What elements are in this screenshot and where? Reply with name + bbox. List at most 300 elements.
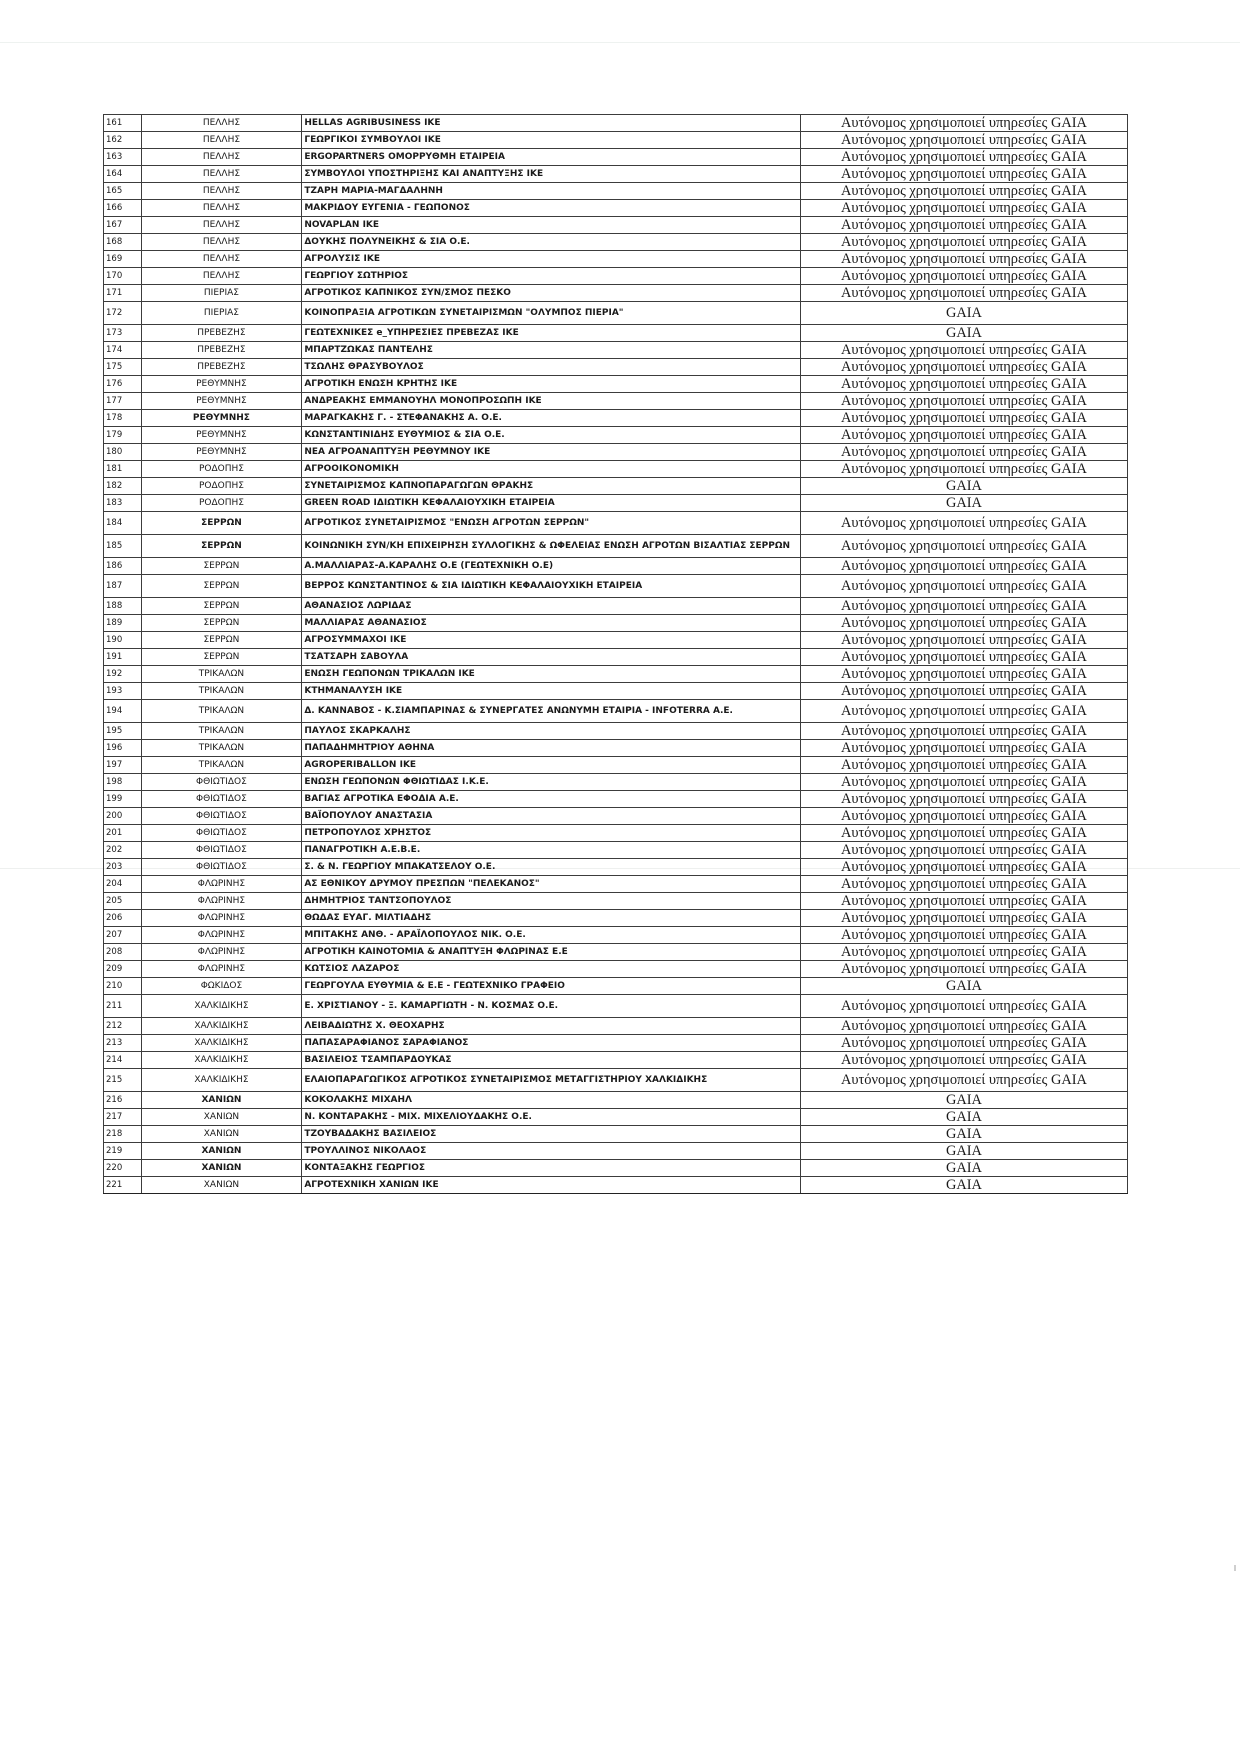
row-number-cell: 213 <box>104 1035 142 1052</box>
row-number-cell: 199 <box>104 791 142 808</box>
row-number-cell: 205 <box>104 893 142 910</box>
table-row <box>104 808 1128 825</box>
table-row <box>104 115 1128 132</box>
row-number-cell: 174 <box>104 342 142 359</box>
company-name-cell: ΚΟΝΤΑΞΑΚΗΣ ΓΕΩΡΓΙΟΣ <box>302 1160 801 1177</box>
company-name-cell: NOVAPLAN ΙΚΕ <box>302 217 801 234</box>
row-number-cell: 211 <box>104 995 142 1018</box>
row-number-cell: 216 <box>104 1092 142 1109</box>
region-cell: ΣΕΡΡΩΝ <box>141 575 302 598</box>
service-status-cell: Αυτόνομος χρησιμοποιεί υπηρεσίες GAIA <box>800 927 1127 944</box>
region-cell: ΠΕΛΛΗΣ <box>141 217 302 234</box>
region-cell: ΣΕΡΡΩΝ <box>141 598 302 615</box>
row-number-cell: 181 <box>104 461 142 478</box>
table-row <box>104 978 1128 995</box>
company-name-cell: ΠΑΥΛΟΣ ΣΚΑΡΚΑΛΗΣ <box>302 723 801 740</box>
table-row <box>104 342 1128 359</box>
table-row <box>104 512 1128 535</box>
service-status-cell: Αυτόνομος χρησιμοποιεί υπηρεσίες GAIA <box>800 512 1127 535</box>
row-number-cell: 218 <box>104 1126 142 1143</box>
row-number-cell: 188 <box>104 598 142 615</box>
service-status-cell: Αυτόνομος χρησιμοποιεί υπηρεσίες GAIA <box>800 649 1127 666</box>
service-status-cell: Αυτόνομος χρησιμοποιεί υπηρεσίες GAIA <box>800 183 1127 200</box>
company-name-cell: ΔΗΜΗΤΡΙΟΣ ΤΑΝΤΣΟΠΟΥΛΟΣ <box>302 893 801 910</box>
region-cell: ΦΛΩΡΙΝΗΣ <box>141 893 302 910</box>
region-cell: ΧΑΝΙΩΝ <box>141 1177 302 1194</box>
company-name-cell: ΒΑΪΟΠΟΥΛΟΥ ΑΝΑΣΤΑΣΙΑ <box>302 808 801 825</box>
region-cell: ΠΕΛΛΗΣ <box>141 234 302 251</box>
region-cell: ΧΑΛΚΙΔΙΚΗΣ <box>141 1018 302 1035</box>
row-number-cell: 161 <box>104 115 142 132</box>
company-name-cell: ΜΑΚΡΙΔΟΥ ΕΥΓΕΝΙΑ - ΓΕΩΠΟΝΟΣ <box>302 200 801 217</box>
company-name-cell: ΓΕΩΡΓΙΟΥ ΣΩΤΗΡΙΟΣ <box>302 268 801 285</box>
company-name-cell: ΑΓΡΟΤΕΧΝΙΚΗ ΧΑΝΙΩΝ ΙΚΕ <box>302 1177 801 1194</box>
row-number-cell: 164 <box>104 166 142 183</box>
service-status-cell: Αυτόνομος χρησιμοποιεί υπηρεσίες GAIA <box>800 910 1127 927</box>
service-status-cell: Αυτόνομος χρησιμοποιεί υπηρεσίες GAIA <box>800 342 1127 359</box>
row-number-cell: 208 <box>104 944 142 961</box>
table-row <box>104 1177 1128 1194</box>
service-status-cell: Αυτόνομος χρησιμοποιεί υπηρεσίες GAIA <box>800 632 1127 649</box>
table-row <box>104 757 1128 774</box>
company-name-cell: ΠΕΤΡΟΠΟΥΛΟΣ ΧΡΗΣΤΟΣ <box>302 825 801 842</box>
service-status-cell: Αυτόνομος χρησιμοποιεί υπηρεσίες GAIA <box>800 200 1127 217</box>
company-name-cell: ΑΓΡΟΤΙΚΗ ΕΝΩΣΗ ΚΡΗΤΗΣ ΙΚΕ <box>302 376 801 393</box>
company-name-cell: ΣΥΝΕΤΑΙΡΙΣΜΟΣ ΚΑΠΝΟΠΑΡΑΓΩΓΩΝ ΘΡΑΚΗΣ <box>302 478 801 495</box>
company-name-cell: ΣΥΜΒΟΥΛΟΙ ΥΠΟΣΤΗΡΙΞΗΣ ΚΑΙ ΑΝΑΠΤΥΞΗΣ ΙΚΕ <box>302 166 801 183</box>
company-name-cell: ΚΟΙΝΟΠΡΑΞΙΑ ΑΓΡΟΤΙΚΩΝ ΣΥΝΕΤΑΙΡΙΣΜΩΝ "ΟΛΥΜΠΟΣ ΠΙΕΡΙΑ" <box>302 302 801 325</box>
row-number-cell: 182 <box>104 478 142 495</box>
table-row <box>104 995 1128 1018</box>
row-number-cell: 172 <box>104 302 142 325</box>
row-number-cell: 187 <box>104 575 142 598</box>
service-status-cell: Αυτόνομος χρησιμοποιεί υπηρεσίες GAIA <box>800 1069 1127 1092</box>
service-status-cell: Αυτόνομος χρησιμοποιεί υπηρεσίες GAIA <box>800 376 1127 393</box>
table-row <box>104 200 1128 217</box>
row-number-cell: 207 <box>104 927 142 944</box>
company-name-cell: ΤΣΩΛΗΣ ΘΡΑΣΥΒΟΥΛΟΣ <box>302 359 801 376</box>
service-status-cell: Αυτόνομος χρησιμοποιεί υπηρεσίες GAIA <box>800 132 1127 149</box>
region-cell: ΠΕΛΛΗΣ <box>141 251 302 268</box>
row-number-cell: 193 <box>104 683 142 700</box>
row-number-cell: 176 <box>104 376 142 393</box>
region-cell: ΤΡΙΚΑΛΩΝ <box>141 740 302 757</box>
company-name-cell: ΤΡΟΥΛΛΙΝΟΣ ΝΙΚΟΛΑΟΣ <box>302 1143 801 1160</box>
service-status-cell: Αυτόνομος χρησιμοποιεί υπηρεσίες GAIA <box>800 944 1127 961</box>
company-name-cell: ΓΕΩΡΓΙΚΟΙ ΣΥΜΒΟΥΛΟΙ ΙΚΕ <box>302 132 801 149</box>
table-row <box>104 302 1128 325</box>
service-status-cell: Αυτόνομος χρησιμοποιεί υπηρεσίες GAIA <box>800 251 1127 268</box>
company-name-cell: HELLAS AGRIBUSINESS ΙΚΕ <box>302 115 801 132</box>
company-name-cell: ERGOPARTNERS ΟΜΟΡΡΥΘΜΗ ΕΤΑΙΡΕΙΑ <box>302 149 801 166</box>
registry-table <box>103 114 1128 1194</box>
table-row <box>104 393 1128 410</box>
table-row <box>104 217 1128 234</box>
region-cell: ΤΡΙΚΑΛΩΝ <box>141 757 302 774</box>
table-row <box>104 1035 1128 1052</box>
table-row <box>104 166 1128 183</box>
company-name-cell: ΘΩΔΑΣ ΕΥΑΓ. ΜΙΛΤΙΑΔΗΣ <box>302 910 801 927</box>
region-cell: ΣΕΡΡΩΝ <box>141 558 302 575</box>
service-status-cell: Αυτόνομος χρησιμοποιεί υπηρεσίες GAIA <box>800 598 1127 615</box>
row-number-cell: 178 <box>104 410 142 427</box>
region-cell: ΤΡΙΚΑΛΩΝ <box>141 723 302 740</box>
table-row <box>104 558 1128 575</box>
region-cell: ΧΑΛΚΙΔΙΚΗΣ <box>141 1035 302 1052</box>
service-status-cell: Αυτόνομος χρησιμοποιεί υπηρεσίες GAIA <box>800 876 1127 893</box>
table-row <box>104 268 1128 285</box>
service-status-cell: Αυτόνομος χρησιμοποιεί υπηρεσίες GAIA <box>800 285 1127 302</box>
table-row <box>104 700 1128 723</box>
company-name-cell: Σ. & Ν. ΓΕΩΡΓΙΟΥ ΜΠΑΚΑΤΣΕΛΟΥ Ο.Ε. <box>302 859 801 876</box>
company-name-cell: ΚΤΗΜΑΝΑΛΥΣΗ ΙΚΕ <box>302 683 801 700</box>
row-number-cell: 195 <box>104 723 142 740</box>
company-name-cell: ΑΓΡΟΣΥΜΜΑΧΟΙ ΙΚΕ <box>302 632 801 649</box>
row-number-cell: 200 <box>104 808 142 825</box>
table-row <box>104 1092 1128 1109</box>
service-status-cell: GAIA <box>800 302 1127 325</box>
row-number-cell: 198 <box>104 774 142 791</box>
service-status-cell: GAIA <box>800 478 1127 495</box>
company-name-cell: ΛΕΙΒΑΔΙΩΤΗΣ Χ. ΘΕΟΧΑΡΗΣ <box>302 1018 801 1035</box>
region-cell: ΤΡΙΚΑΛΩΝ <box>141 666 302 683</box>
region-cell: ΡΕΘΥΜΝΗΣ <box>141 444 302 461</box>
table-row <box>104 876 1128 893</box>
table-row <box>104 325 1128 342</box>
region-cell: ΧΑΛΚΙΔΙΚΗΣ <box>141 1052 302 1069</box>
service-status-cell: GAIA <box>800 1177 1127 1194</box>
company-name-cell: Ν. ΚΟΝΤΑΡΑΚΗΣ - ΜΙΧ. ΜΙΧΕΛΙΟΥΔΑΚΗΣ Ο.Ε. <box>302 1109 801 1126</box>
region-cell: ΦΛΩΡΙΝΗΣ <box>141 927 302 944</box>
table-row <box>104 859 1128 876</box>
service-status-cell: GAIA <box>800 1160 1127 1177</box>
company-name-cell: ΒΕΡΡΟΣ ΚΩΝΣΤΑΝΤΙΝΟΣ & ΣΙΑ ΙΔΙΩΤΙΚΗ ΚΕΦΑΛΑΙΟΥΧΙΚΗ ΕΤΑΙΡΕΙΑ <box>302 575 801 598</box>
row-number-cell: 201 <box>104 825 142 842</box>
row-number-cell: 186 <box>104 558 142 575</box>
table-row <box>104 1018 1128 1035</box>
table-row <box>104 1052 1128 1069</box>
company-name-cell: ΝΕΑ ΑΓΡΟΑΝΑΠΤΥΞΗ ΡΕΘΥΜΝΟΥ ΙΚΕ <box>302 444 801 461</box>
region-cell: ΠΕΛΛΗΣ <box>141 149 302 166</box>
company-name-cell: ΒΑΣΙΛΕΙΟΣ ΤΣΑΜΠΑΡΔΟΥΚΑΣ <box>302 1052 801 1069</box>
company-name-cell: ΚΩΝΣΤΑΝΤΙΝΙΔΗΣ ΕΥΘΥΜΙΟΣ & ΣΙΑ Ο.Ε. <box>302 427 801 444</box>
table-row <box>104 376 1128 393</box>
table-row <box>104 132 1128 149</box>
table-row <box>104 740 1128 757</box>
region-cell: ΡΕΘΥΜΝΗΣ <box>141 427 302 444</box>
region-cell: ΠΡΕΒΕΖΗΣ <box>141 342 302 359</box>
row-number-cell: 210 <box>104 978 142 995</box>
row-number-cell: 204 <box>104 876 142 893</box>
table-row <box>104 1143 1128 1160</box>
service-status-cell: GAIA <box>800 1109 1127 1126</box>
service-status-cell: Αυτόνομος χρησιμοποιεί υπηρεσίες GAIA <box>800 757 1127 774</box>
row-number-cell: 166 <box>104 200 142 217</box>
service-status-cell: Αυτόνομος χρησιμοποιεί υπηρεσίες GAIA <box>800 961 1127 978</box>
table-row <box>104 842 1128 859</box>
row-number-cell: 179 <box>104 427 142 444</box>
region-cell: ΡΟΔΟΠΗΣ <box>141 461 302 478</box>
table-row <box>104 234 1128 251</box>
row-number-cell: 220 <box>104 1160 142 1177</box>
row-number-cell: 212 <box>104 1018 142 1035</box>
table-row <box>104 359 1128 376</box>
table-row <box>104 632 1128 649</box>
row-number-cell: 170 <box>104 268 142 285</box>
row-number-cell: 203 <box>104 859 142 876</box>
region-cell: ΠΡΕΒΕΖΗΣ <box>141 359 302 376</box>
company-name-cell: ΤΖΟΥΒΑΔΑΚΗΣ ΒΑΣΙΛΕΙΟΣ <box>302 1126 801 1143</box>
service-status-cell: Αυτόνομος χρησιμοποιεί υπηρεσίες GAIA <box>800 808 1127 825</box>
scan-edge-line <box>0 42 1240 43</box>
table-row <box>104 961 1128 978</box>
table-row <box>104 774 1128 791</box>
company-name-cell: ΚΟΙΝΩΝΙΚΗ ΣΥΝ/ΚΗ ΕΠΙΧΕΙΡΗΣΗ ΣΥΛΛΟΓΙΚΗΣ & ΩΦΕΛΕΙΑΣ ΕΝΩΣΗ ΑΓΡΟΤΩΝ ΒΙΣΑΛΤΙΑΣ ΣΕΡΡΩΝ <box>302 535 801 558</box>
service-status-cell: Αυτόνομος χρησιμοποιεί υπηρεσίες GAIA <box>800 683 1127 700</box>
region-cell: ΠΙΕΡΙΑΣ <box>141 285 302 302</box>
service-status-cell: Αυτόνομος χρησιμοποιεί υπηρεσίες GAIA <box>800 723 1127 740</box>
row-number-cell: 214 <box>104 1052 142 1069</box>
row-number-cell: 163 <box>104 149 142 166</box>
service-status-cell: Αυτόνομος χρησιμοποιεί υπηρεσίες GAIA <box>800 1052 1127 1069</box>
service-status-cell: Αυτόνομος χρησιμοποιεί υπηρεσίες GAIA <box>800 461 1127 478</box>
company-name-cell: ΑΓΡΟΛΥΣΙΣ ΙΚΕ <box>302 251 801 268</box>
company-name-cell: ΔΟΥΚΗΣ ΠΟΛΥΝΕΙΚΗΣ & ΣΙΑ Ο.Ε. <box>302 234 801 251</box>
region-cell: ΣΕΡΡΩΝ <box>141 632 302 649</box>
company-name-cell: ΚΩΤΣΙΟΣ ΛΑΖΑΡΟΣ <box>302 961 801 978</box>
table-row <box>104 910 1128 927</box>
company-name-cell: Ε. ΧΡΙΣΤΙΑΝΟΥ - Ξ. ΚΑΜΑΡΓΙΩΤΗ - Ν. ΚΟΣΜΑΣ Ο.Ε. <box>302 995 801 1018</box>
table-row <box>104 683 1128 700</box>
service-status-cell: Αυτόνομος χρησιμοποιεί υπηρεσίες GAIA <box>800 1035 1127 1052</box>
company-name-cell: ΠΑΠΑΔΗΜΗΤΡΙΟΥ ΑΘΗΝΑ <box>302 740 801 757</box>
region-cell: ΠΕΛΛΗΣ <box>141 268 302 285</box>
service-status-cell: Αυτόνομος χρησιμοποιεί υπηρεσίες GAIA <box>800 700 1127 723</box>
company-name-cell: ΜΑΡΑΓΚΑΚΗΣ Γ. - ΣΤΕΦΑΝΑΚΗΣ Α. Ο.Ε. <box>302 410 801 427</box>
company-name-cell: ΜΑΛΛΙΑΡΑΣ ΑΘΑΝΑΣΙΟΣ <box>302 615 801 632</box>
table-row <box>104 478 1128 495</box>
company-name-cell: Α.ΜΑΛΛΙΑΡΑΣ-Α.ΚΑΡΑΛΗΣ Ο.Ε (ΓΕΩΤΕΧΝΙΚΗ Ο.Ε) <box>302 558 801 575</box>
table-row <box>104 723 1128 740</box>
table-row <box>104 825 1128 842</box>
service-status-cell: GAIA <box>800 1143 1127 1160</box>
table-row <box>104 1069 1128 1092</box>
company-name-cell: ΑΓΡΟΤΙΚΗ ΚΑΙΝΟΤΟΜΙΑ & ΑΝΑΠΤΥΞΗ ΦΛΩΡΙΝΑΣ Ε.Ε <box>302 944 801 961</box>
region-cell: ΣΕΡΡΩΝ <box>141 535 302 558</box>
region-cell: ΦΛΩΡΙΝΗΣ <box>141 910 302 927</box>
service-status-cell: Αυτόνομος χρησιμοποιεί υπηρεσίες GAIA <box>800 268 1127 285</box>
service-status-cell: Αυτόνομος χρησιμοποιεί υπηρεσίες GAIA <box>800 615 1127 632</box>
company-name-cell: ΑΘΑΝΑΣΙΟΣ ΛΩΡΙΔΑΣ <box>302 598 801 615</box>
company-name-cell: ΜΠΑΡΤΖΩΚΑΣ ΠΑΝΤΕΛΗΣ <box>302 342 801 359</box>
company-name-cell: ΑΣ ΕΘΝΙΚΟΥ ΔΡΥΜΟΥ ΠΡΕΣΠΩΝ "ΠΕΛΕΚΑΝΟΣ" <box>302 876 801 893</box>
service-status-cell: Αυτόνομος χρησιμοποιεί υπηρεσίες GAIA <box>800 166 1127 183</box>
region-cell: ΧΑΛΚΙΔΙΚΗΣ <box>141 1069 302 1092</box>
company-name-cell: GREEN ROAD ΙΔΙΩΤΙΚΗ ΚΕΦΑΛΑΙΟΥΧΙΚΗ ΕΤΑΙΡΕΙΑ <box>302 495 801 512</box>
table-row <box>104 893 1128 910</box>
service-status-cell: Αυτόνομος χρησιμοποιεί υπηρεσίες GAIA <box>800 842 1127 859</box>
service-status-cell: Αυτόνομος χρησιμοποιεί υπηρεσίες GAIA <box>800 666 1127 683</box>
region-cell: ΡΕΘΥΜΝΗΣ <box>141 393 302 410</box>
table-row <box>104 495 1128 512</box>
region-cell: ΦΘΙΩΤΙΔΟΣ <box>141 774 302 791</box>
row-number-cell: 209 <box>104 961 142 978</box>
region-cell: ΧΑΝΙΩΝ <box>141 1092 302 1109</box>
region-cell: ΠΡΕΒΕΖΗΣ <box>141 325 302 342</box>
registry-table-body <box>104 115 1128 1194</box>
service-status-cell: GAIA <box>800 495 1127 512</box>
company-name-cell: ΕΝΩΣΗ ΓΕΩΠΟΝΩΝ ΦΘΙΩΤΙΔΑΣ Ι.Κ.Ε. <box>302 774 801 791</box>
service-status-cell: Αυτόνομος χρησιμοποιεί υπηρεσίες GAIA <box>800 859 1127 876</box>
company-name-cell: ΑΓΡΟΤΙΚΟΣ ΚΑΠΝΙΚΟΣ ΣΥΝ/ΣΜΟΣ ΠΕΣΚΟ <box>302 285 801 302</box>
row-number-cell: 173 <box>104 325 142 342</box>
row-number-cell: 162 <box>104 132 142 149</box>
row-number-cell: 183 <box>104 495 142 512</box>
table-row <box>104 183 1128 200</box>
table-row <box>104 649 1128 666</box>
service-status-cell: Αυτόνομος χρησιμοποιεί υπηρεσίες GAIA <box>800 535 1127 558</box>
row-number-cell: 177 <box>104 393 142 410</box>
company-name-cell: ΓΕΩΡΓΟΥΛΑ ΕΥΘΥΜΙΑ & Ε.Ε - ΓΕΩΤΕΧΝΙΚΟ ΓΡΑΦΕΙΟ <box>302 978 801 995</box>
service-status-cell: Αυτόνομος χρησιμοποιεί υπηρεσίες GAIA <box>800 359 1127 376</box>
company-name-cell: ΕΝΩΣΗ ΓΕΩΠΟΝΩΝ ΤΡΙΚΑΛΩΝ ΙΚΕ <box>302 666 801 683</box>
region-cell: ΠΙΕΡΙΑΣ <box>141 302 302 325</box>
service-status-cell: Αυτόνομος χρησιμοποιεί υπηρεσίες GAIA <box>800 995 1127 1018</box>
table-row <box>104 427 1128 444</box>
table-row <box>104 444 1128 461</box>
row-number-cell: 215 <box>104 1069 142 1092</box>
company-name-cell: ΓΕΩΤΕΧΝΙΚΕΣ e_ΥΠΗΡΕΣΙΕΣ ΠΡΕΒΕΖΑΣ ΙΚΕ <box>302 325 801 342</box>
region-cell: ΧΑΝΙΩΝ <box>141 1126 302 1143</box>
service-status-cell: Αυτόνομος χρησιμοποιεί υπηρεσίες GAIA <box>800 1018 1127 1035</box>
table-row <box>104 666 1128 683</box>
service-status-cell: Αυτόνομος χρησιμοποιεί υπηρεσίες GAIA <box>800 427 1127 444</box>
service-status-cell: Αυτόνομος χρησιμοποιεί υπηρεσίες GAIA <box>800 149 1127 166</box>
company-name-cell: ΤΖΑΡΗ ΜΑΡΙΑ-ΜΑΓΔΑΛΗΝΗ <box>302 183 801 200</box>
table-row <box>104 285 1128 302</box>
row-number-cell: 185 <box>104 535 142 558</box>
company-name-cell: ΜΠΙΤΑΚΗΣ ΑΝΘ. - ΑΡΑΪΛΟΠΟΥΛΟΣ ΝΙΚ. Ο.Ε. <box>302 927 801 944</box>
row-number-cell: 180 <box>104 444 142 461</box>
region-cell: ΧΑΛΚΙΔΙΚΗΣ <box>141 995 302 1018</box>
region-cell: ΧΑΝΙΩΝ <box>141 1143 302 1160</box>
region-cell: ΤΡΙΚΑΛΩΝ <box>141 683 302 700</box>
row-number-cell: 192 <box>104 666 142 683</box>
table-row <box>104 1109 1128 1126</box>
region-cell: ΣΕΡΡΩΝ <box>141 512 302 535</box>
region-cell: ΡΟΔΟΠΗΣ <box>141 495 302 512</box>
region-cell: ΤΡΙΚΑΛΩΝ <box>141 700 302 723</box>
table-row <box>104 598 1128 615</box>
company-name-cell: ΠΑΝΑΓΡΟΤΙΚΗ Α.Ε.Β.Ε. <box>302 842 801 859</box>
row-number-cell: 196 <box>104 740 142 757</box>
region-cell: ΦΘΙΩΤΙΔΟΣ <box>141 808 302 825</box>
row-number-cell: 189 <box>104 615 142 632</box>
table-row <box>104 461 1128 478</box>
company-name-cell: ΤΣΑΤΣΑΡΗ ΣΑΒΟΥΛΑ <box>302 649 801 666</box>
row-number-cell: 190 <box>104 632 142 649</box>
service-status-cell: GAIA <box>800 1126 1127 1143</box>
table-row <box>104 791 1128 808</box>
scan-artifact <box>1234 1565 1236 1571</box>
company-name-cell: AGROPERIBALLON ΙΚΕ <box>302 757 801 774</box>
region-cell: ΦΘΙΩΤΙΔΟΣ <box>141 842 302 859</box>
region-cell: ΠΕΛΛΗΣ <box>141 115 302 132</box>
region-cell: ΦΩΚΙΔΟΣ <box>141 978 302 995</box>
region-cell: ΧΑΝΙΩΝ <box>141 1109 302 1126</box>
region-cell: ΦΛΩΡΙΝΗΣ <box>141 876 302 893</box>
row-number-cell: 175 <box>104 359 142 376</box>
region-cell: ΠΕΛΛΗΣ <box>141 183 302 200</box>
row-number-cell: 194 <box>104 700 142 723</box>
region-cell: ΦΘΙΩΤΙΔΟΣ <box>141 859 302 876</box>
service-status-cell: GAIA <box>800 978 1127 995</box>
company-name-cell: ΑΓΡΟΤΙΚΟΣ ΣΥΝΕΤΑΙΡΙΣΜΟΣ "ΕΝΩΣΗ ΑΓΡΟΤΩΝ ΣΕΡΡΩΝ" <box>302 512 801 535</box>
table-row <box>104 410 1128 427</box>
service-status-cell: Αυτόνομος χρησιμοποιεί υπηρεσίες GAIA <box>800 791 1127 808</box>
service-status-cell: GAIA <box>800 1092 1127 1109</box>
service-status-cell: Αυτόνομος χρησιμοποιεί υπηρεσίες GAIA <box>800 740 1127 757</box>
table-row <box>104 1160 1128 1177</box>
service-status-cell: Αυτόνομος χρησιμοποιεί υπηρεσίες GAIA <box>800 444 1127 461</box>
service-status-cell: Αυτόνομος χρησιμοποιεί υπηρεσίες GAIA <box>800 115 1127 132</box>
row-number-cell: 219 <box>104 1143 142 1160</box>
region-cell: ΦΘΙΩΤΙΔΟΣ <box>141 825 302 842</box>
service-status-cell: Αυτόνομος χρησιμοποιεί υπηρεσίες GAIA <box>800 410 1127 427</box>
region-cell: ΠΕΛΛΗΣ <box>141 132 302 149</box>
region-cell: ΡΕΘΥΜΝΗΣ <box>141 376 302 393</box>
company-name-cell: Δ. ΚΑΝΝΑΒΟΣ - Κ.ΣΙΑΜΠΑΡΙΝΑΣ & ΣΥΝΕΡΓΑΤΕΣ ΑΝΩΝΥΜΗ ΕΤΑΙΡΙΑ - INFOTERRA Α.Ε. <box>302 700 801 723</box>
row-number-cell: 184 <box>104 512 142 535</box>
row-number-cell: 171 <box>104 285 142 302</box>
row-number-cell: 221 <box>104 1177 142 1194</box>
table-row <box>104 615 1128 632</box>
company-name-cell: ΑΓΡΟΟΙΚΟΝΟΜΙΚΗ <box>302 461 801 478</box>
service-status-cell: Αυτόνομος χρησιμοποιεί υπηρεσίες GAIA <box>800 234 1127 251</box>
company-name-cell: ΠΑΠΑΣΑΡΑΦΙΑΝΟΣ ΣΑΡΑΦΙΑΝΟΣ <box>302 1035 801 1052</box>
service-status-cell: Αυτόνομος χρησιμοποιεί υπηρεσίες GAIA <box>800 393 1127 410</box>
table-row <box>104 535 1128 558</box>
region-cell: ΡΕΘΥΜΝΗΣ <box>141 410 302 427</box>
table-row <box>104 149 1128 166</box>
region-cell: ΣΕΡΡΩΝ <box>141 615 302 632</box>
company-name-cell: ΒΑΓΙΑΣ ΑΓΡΟΤΙΚΑ ΕΦΟΔΙΑ Α.Ε. <box>302 791 801 808</box>
region-cell: ΣΕΡΡΩΝ <box>141 649 302 666</box>
service-status-cell: GAIA <box>800 325 1127 342</box>
service-status-cell: Αυτόνομος χρησιμοποιεί υπηρεσίες GAIA <box>800 575 1127 598</box>
region-cell: ΧΑΝΙΩΝ <box>141 1160 302 1177</box>
table-row <box>104 1126 1128 1143</box>
service-status-cell: Αυτόνομος χρησιμοποιεί υπηρεσίες GAIA <box>800 825 1127 842</box>
row-number-cell: 167 <box>104 217 142 234</box>
table-row <box>104 944 1128 961</box>
table-row <box>104 927 1128 944</box>
row-number-cell: 197 <box>104 757 142 774</box>
region-cell: ΦΘΙΩΤΙΔΟΣ <box>141 791 302 808</box>
region-cell: ΡΟΔΟΠΗΣ <box>141 478 302 495</box>
region-cell: ΦΛΩΡΙΝΗΣ <box>141 944 302 961</box>
service-status-cell: Αυτόνομος χρησιμοποιεί υπηρεσίες GAIA <box>800 774 1127 791</box>
row-number-cell: 169 <box>104 251 142 268</box>
row-number-cell: 165 <box>104 183 142 200</box>
row-number-cell: 202 <box>104 842 142 859</box>
row-number-cell: 206 <box>104 910 142 927</box>
table-row <box>104 575 1128 598</box>
region-cell: ΠΕΛΛΗΣ <box>141 200 302 217</box>
row-number-cell: 217 <box>104 1109 142 1126</box>
region-cell: ΦΛΩΡΙΝΗΣ <box>141 961 302 978</box>
company-name-cell: ΑΝΔΡΕΑΚΗΣ ΕΜΜΑΝΟΥΗΛ ΜΟΝΟΠΡΟΣΩΠΗ ΙΚΕ <box>302 393 801 410</box>
